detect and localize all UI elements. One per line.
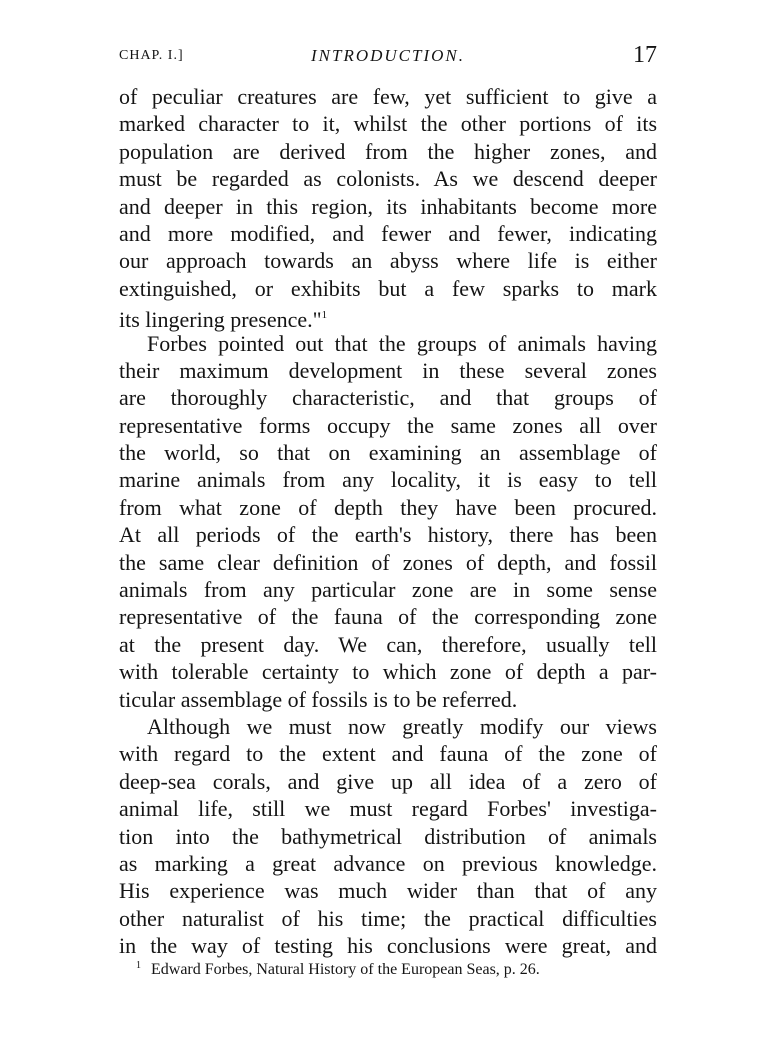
paragraph-end-line: ticular assemblage of fossils is to be referred. (119, 686, 518, 712)
footnote-text: Edward Forbes, Natural History of the European Seas, p. 26. (151, 961, 540, 978)
running-header (119, 44, 657, 74)
text-line: population are derived from the higher zones, and (119, 138, 657, 164)
paragraph-end-line (119, 302, 657, 333)
footnote (136, 956, 540, 980)
text-line: representative of the fauna of the corresponding zone (119, 604, 657, 630)
text-line: marked character to it, whilst the other portions of its (119, 111, 657, 137)
text-line: At all periods of the earth's history, there has been (119, 522, 657, 548)
text-line: the world, so that on examining an assemblage of (119, 440, 657, 466)
text-line: at the present day. We can, therefore, usually tell (119, 631, 657, 657)
text-line: in the way of testing his conclusions were great, and (119, 933, 657, 959)
text-line: their maximum development in these several zones (119, 357, 657, 383)
text-line: marine animals from any locality, it is easy to tell (119, 467, 657, 493)
paragraph-start-line: Although we must now greatly modify our views (147, 713, 657, 739)
text-line: tion into the bathymetrical distribution of animals (119, 823, 657, 849)
text-line: from what zone of depth they have been procured. (119, 494, 657, 520)
text-line: animals from any particular zone are in some sense (119, 577, 657, 603)
text-line: our approach towards an abyss where life is either (119, 248, 657, 274)
text-line: of peculiar creatures are few, yet sufficient to give a (119, 84, 657, 109)
text-line: with tolerable certainty to which zone of depth a par- (119, 659, 657, 685)
text-line: animal life, still we must regard Forbes' investiga- (119, 796, 657, 822)
text-line: and more modified, and fewer and fewer, indicating (119, 220, 657, 246)
footnote-marker: 1 (136, 960, 141, 971)
text-line: are thoroughly characteristic, and that groups of (119, 385, 657, 411)
text-line-content: its lingering presence." (119, 307, 322, 333)
page-number: 17 (633, 42, 657, 68)
text-line: with regard to the extent and fauna of the zone of (119, 741, 657, 767)
body-text (119, 83, 657, 960)
text-line: as marking a great advance on previous knowledge. (119, 850, 657, 876)
running-title: INTRODUCTION. (311, 46, 465, 65)
text-line: the same clear definition of zones of depth, and fossil (119, 549, 657, 575)
text-line: deep-sea corals, and give up all idea of a zero of (119, 768, 657, 794)
footnote-reference: 1 (321, 309, 328, 322)
paragraph-start-line: Forbes pointed out that the groups of animals having (147, 330, 657, 356)
text-line: extinguished, or exhibits but a few sparks to mark (119, 275, 657, 301)
text-line: representative forms occupy the same zones all over (119, 412, 657, 438)
text-line: must be regarded as colonists. As we descend deeper (119, 166, 657, 192)
text-line: His experience was much wider than that of any (119, 878, 657, 904)
text-line: and deeper in this region, its inhabitants become more (119, 193, 657, 219)
chapter-label: CHAP. I.] (119, 48, 184, 63)
text-line: other naturalist of his time; the practical difficulties (119, 905, 657, 931)
